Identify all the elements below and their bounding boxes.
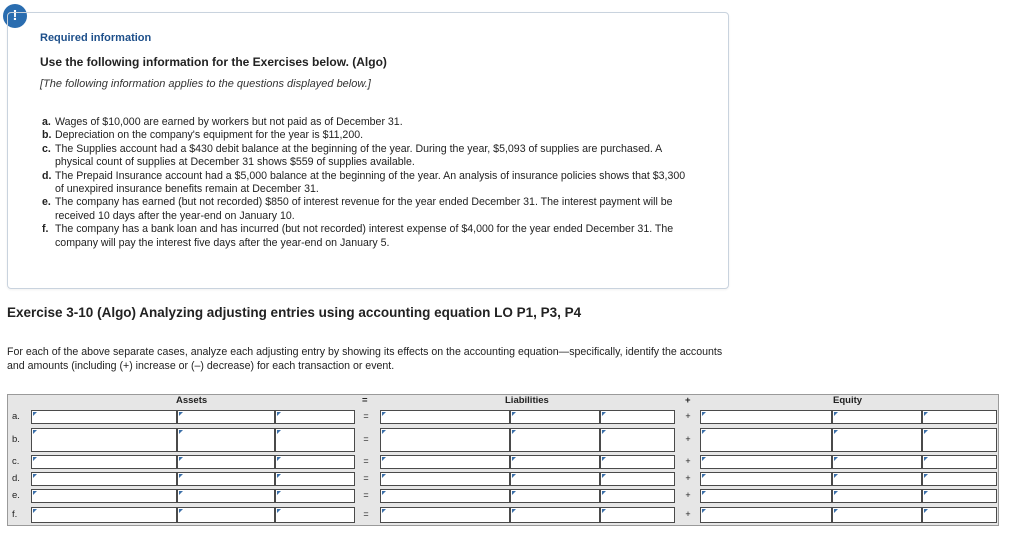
equals-sign: = [363, 456, 369, 466]
equals-sign: = [363, 509, 369, 519]
use-info-heading: Use the following information for the Exercises below. (Algo) [40, 55, 387, 69]
asset-amount-input[interactable] [177, 410, 275, 424]
asset-amount-input-2[interactable] [275, 428, 355, 452]
equity-amount-input[interactable] [832, 472, 922, 486]
item-letter: d. [42, 169, 52, 182]
liability-amount-input[interactable] [510, 455, 600, 469]
liability-amount-input[interactable] [510, 428, 600, 452]
equity-amount-input-2[interactable] [922, 428, 997, 452]
item-text: The company has a bank loan and has incurred (but not recorded) interest expense of $4,000 for the year ended December 31. The company will pay the interest five days after the year-end on January 5. [55, 223, 674, 249]
equals-sign: = [363, 411, 369, 421]
asset-account-input[interactable] [31, 507, 177, 523]
liability-amount-input[interactable] [510, 507, 600, 523]
asset-amount-input[interactable] [177, 428, 275, 452]
liability-amount-input-2[interactable] [600, 410, 675, 424]
item-text: The Prepaid Insurance account had a $5,000 balance at the beginning of the year. An analysis of insurance policies shows that $3,300 of unexpired insurance benefits remain at December 31. [55, 169, 686, 196]
assets-header: Assets [176, 395, 208, 406]
equity-header: Equity [833, 395, 863, 406]
liability-account-input[interactable] [380, 472, 510, 486]
item-text: Wages of $10,000 are earned by workers but not paid as of December 31. [55, 116, 403, 128]
equity-amount-input-2[interactable] [922, 472, 997, 486]
liability-amount-input-2[interactable] [600, 507, 675, 523]
plus-sign: + [685, 473, 691, 483]
liability-amount-input-2[interactable] [600, 489, 675, 503]
plus-sign: + [685, 411, 691, 421]
liability-account-input[interactable] [380, 507, 510, 523]
asset-amount-input[interactable] [177, 507, 275, 523]
item-letter: e. [42, 196, 51, 209]
row-label: b. [12, 434, 20, 445]
liability-amount-input-2[interactable] [600, 455, 675, 469]
exercise-title: Exercise 3-10 (Algo) Analyzing adjusting entries using accounting equation LO P1, P3, P4 [7, 305, 582, 320]
asset-amount-input-2[interactable] [275, 410, 355, 424]
list-item [42, 223, 692, 250]
liability-account-input[interactable] [380, 455, 510, 469]
equals-header: = [362, 395, 368, 406]
liabilities-header: Liabilities [505, 395, 549, 406]
equity-account-input[interactable] [700, 489, 832, 503]
equity-account-input[interactable] [700, 507, 832, 523]
equity-amount-input[interactable] [832, 455, 922, 469]
asset-amount-input[interactable] [177, 472, 275, 486]
item-letter: b. [42, 129, 52, 142]
equals-sign: = [363, 490, 369, 500]
liability-amount-input[interactable] [510, 472, 600, 486]
applies-note: [The following information applies to the questions displayed below.] [40, 78, 371, 90]
item-text: The Supplies account had a $430 debit balance at the beginning of the year. During the year, $5,093 of supplies are purchased. A physical count of supplies at December 31 shows $559 of supplies available. [55, 142, 662, 169]
item-letter: c. [42, 142, 51, 155]
row-label: e. [12, 490, 20, 501]
equity-amount-input[interactable] [832, 428, 922, 452]
asset-account-input[interactable] [31, 489, 177, 503]
exercise-instructions: For each of the above separate cases, analyze each adjusting entry by showing its effects on the accounting equation—specifically, identify the accounts and amounts (including (+) increase or (–) decrease) for each transaction or event. [7, 346, 723, 372]
asset-amount-input-2[interactable] [275, 455, 355, 469]
asset-account-input[interactable] [31, 455, 177, 469]
plus-sign: + [685, 490, 691, 500]
asset-amount-input-2[interactable] [275, 472, 355, 486]
equity-amount-input-2[interactable] [922, 489, 997, 503]
row-label: c. [12, 456, 20, 467]
equity-amount-input-2[interactable] [922, 507, 997, 523]
item-letter: a. [42, 116, 51, 128]
equity-amount-input[interactable] [832, 507, 922, 523]
liability-amount-input[interactable] [510, 489, 600, 503]
info-list [42, 116, 692, 250]
list-item [42, 129, 692, 142]
asset-amount-input[interactable] [177, 489, 275, 503]
asset-account-input[interactable] [31, 410, 177, 424]
plus-sign: + [685, 456, 691, 466]
plus-header: + [685, 395, 691, 406]
row-label: d. [12, 473, 20, 484]
plus-sign: + [685, 434, 691, 444]
asset-account-input[interactable] [31, 428, 177, 452]
asset-amount-input-2[interactable] [275, 507, 355, 523]
equity-account-input[interactable] [700, 428, 832, 452]
asset-amount-input[interactable] [177, 455, 275, 469]
plus-sign: + [685, 509, 691, 519]
item-text: The company has earned (but not recorded) $850 of interest revenue for the year ended December 31. The interest payment will be received 10 days after the year-end on January 10. [55, 196, 673, 222]
item-text: Depreciation on the company's equipment for the year is $11,200. [55, 129, 364, 142]
liability-amount-input-2[interactable] [600, 472, 675, 486]
list-item [42, 170, 692, 197]
list-item [42, 143, 692, 170]
equity-account-input[interactable] [700, 410, 832, 424]
list-item [42, 196, 692, 223]
equity-amount-input-2[interactable] [922, 455, 997, 469]
equity-account-input[interactable] [700, 472, 832, 486]
equals-sign: = [363, 434, 369, 444]
liability-account-input[interactable] [380, 410, 510, 424]
list-item [42, 116, 692, 129]
alert-icon: ! [3, 4, 27, 28]
equity-account-input[interactable] [700, 455, 832, 469]
liability-amount-input-2[interactable] [600, 428, 675, 452]
row-label: f. [12, 509, 18, 520]
equity-amount-input[interactable] [832, 489, 922, 503]
row-label: a. [12, 411, 20, 422]
required-info-title: Required information [40, 32, 152, 44]
equity-amount-input[interactable] [832, 410, 922, 424]
asset-account-input[interactable] [31, 472, 177, 486]
equals-sign: = [363, 473, 369, 483]
item-letter: f. [42, 223, 49, 236]
asset-amount-input-2[interactable] [275, 489, 355, 503]
equity-amount-input-2[interactable] [922, 410, 997, 424]
liability-account-input[interactable] [380, 489, 510, 503]
liability-account-input[interactable] [380, 428, 510, 452]
liability-amount-input[interactable] [510, 410, 600, 424]
